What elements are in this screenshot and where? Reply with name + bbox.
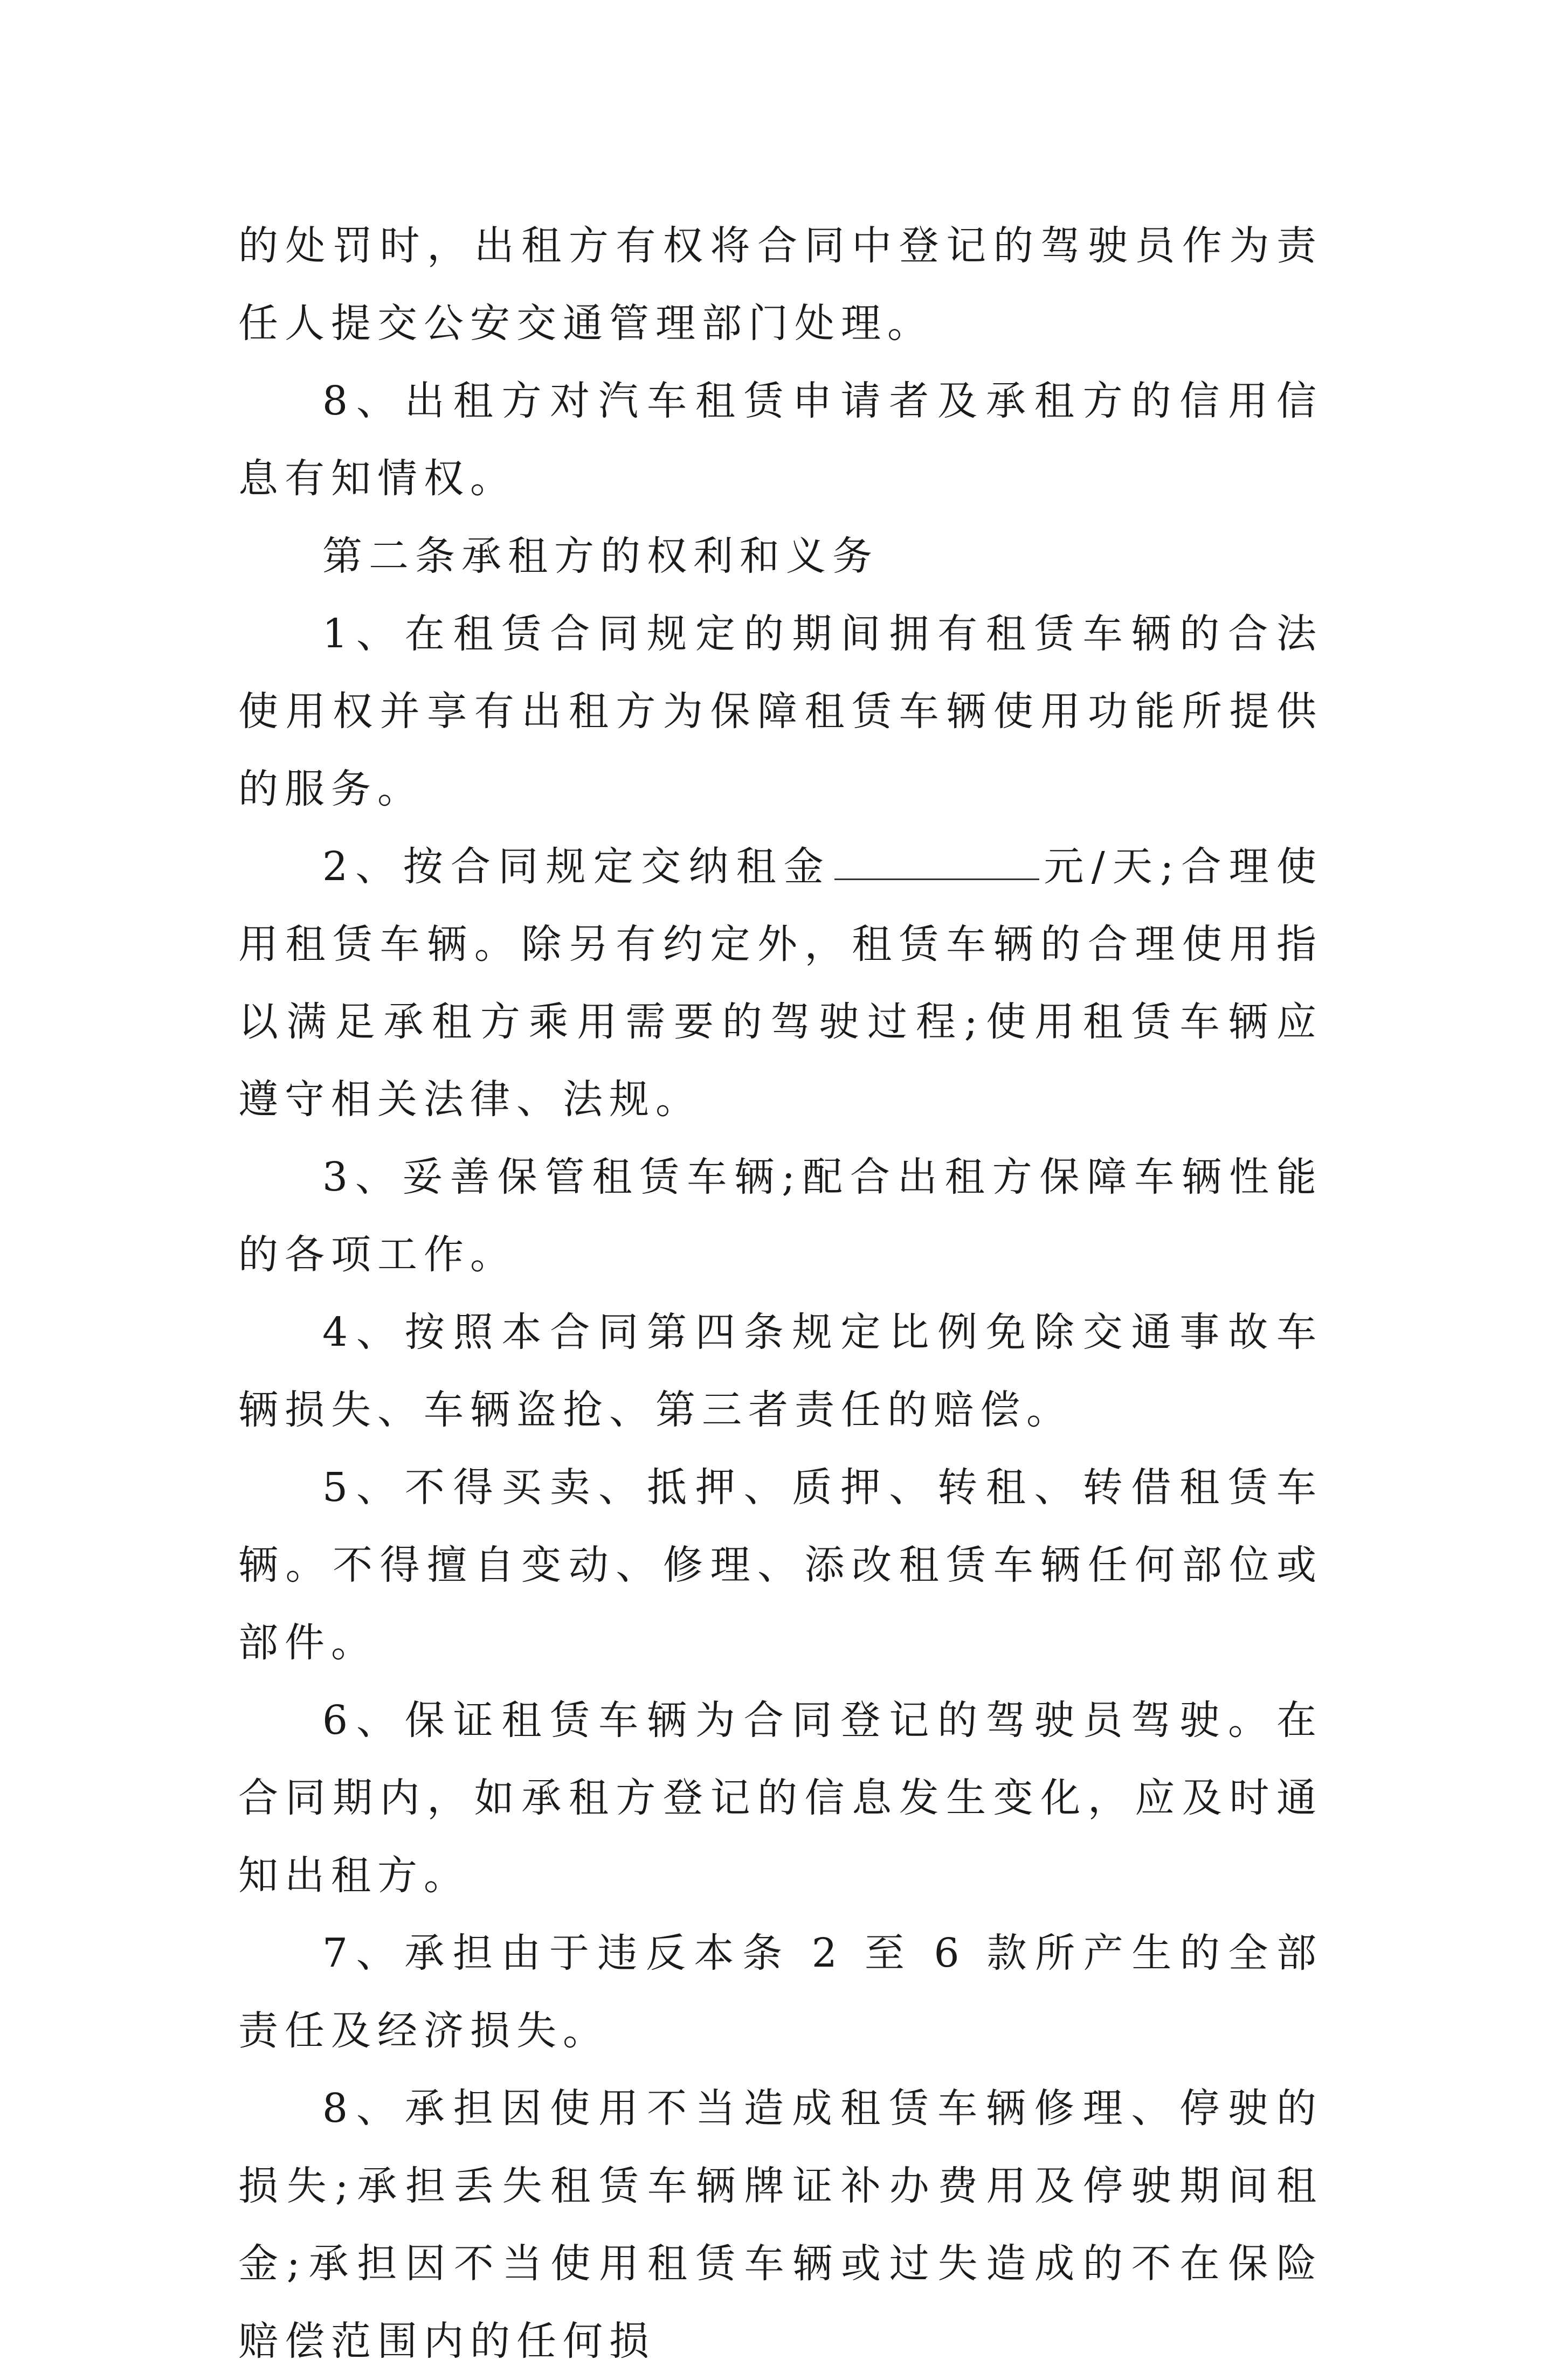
paragraph-penalty-continuation: 的处罚时，出租方有权将合同中登记的驾驶员作为责任人提交公安交通管理部门处理。: [238, 223, 1323, 347]
paragraph-lessee-item-7: 7、承担由于违反本条 2 至 6 款所产生的全部责任及经济损失。: [238, 1930, 1323, 2054]
paragraph-lessee-item-1: 1、在租赁合同规定的期间拥有租赁车辆的合法使用权并享有出租方为保障租赁车辆使用功能所提供的服务。: [238, 611, 1323, 812]
paragraph-lessee-item-3: 3、妥善保管租赁车辆;配合出租方保障车辆性能的各项工作。: [238, 1154, 1323, 1278]
paragraph-lessee-item-5: 5、不得买卖、抵押、质押、转租、转借租赁车辆。不得擅自变动、修理、添改租赁车辆任何部位或部件。: [238, 1464, 1323, 1666]
paragraph-lessee-item-2: [238, 828, 1323, 1138]
rent-clause-prefix: 2、按合同规定交纳租金: [322, 843, 832, 890]
paragraph-lessor-credit-info: 8、出租方对汽车租赁申请者及承租方的信用信息有知情权。: [238, 378, 1323, 502]
document-body: [238, 207, 1323, 2380]
rent-amount-blank: [834, 841, 1039, 880]
section-heading-article-2: 第二条承租方的权利和义务: [322, 533, 879, 579]
rent-clause-suffix: 元/天;合理使用租赁车辆。除另有约定外，租赁车辆的合理使用指以满足承租方乘用需要的驾驶过程;使用租赁车辆应遵守相关法律、法规。: [238, 843, 1323, 1123]
paragraph-lessee-item-6: 6、保证租赁车辆为合同登记的驾驶员驾驶。在合同期内，如承租方登记的信息发生变化，应及时通知出租方。: [238, 1697, 1323, 1899]
paragraph-lessee-item-8: 8、承担因使用不当造成租赁车辆修理、停驶的损失;承担丢失租赁车辆牌证补办费用及停驶期间租金;承担因不当使用租赁车辆或过失造成的不在保险赔偿范围内的任何损: [238, 2085, 1323, 2364]
paragraph-lessee-item-4: 4、按照本合同第四条规定比例免除交通事故车辆损失、车辆盗抢、第三者责任的赔偿。: [238, 1309, 1323, 1433]
